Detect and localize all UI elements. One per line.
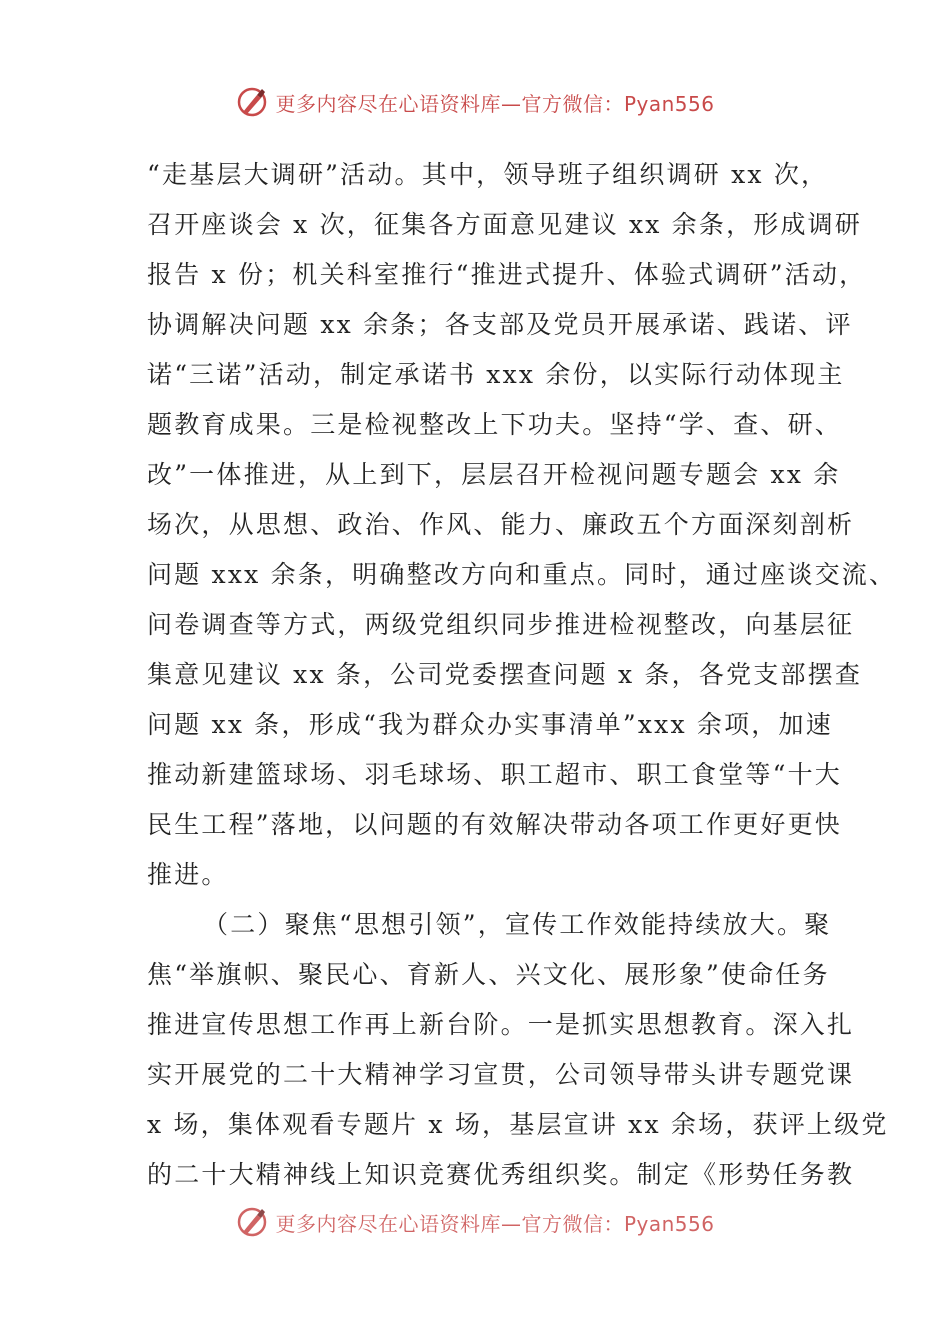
text-line: （二）聚焦“思想引领”，宣传工作效能持续放大。聚 bbox=[203, 910, 832, 939]
watermark-header bbox=[0, 84, 950, 120]
text-line: 问卷调查等方式，两级党组织同步推进检视整改，向基层征 bbox=[147, 610, 855, 639]
text-line: 的二十大精神线上知识竞赛优秀组织奖。制定《形势任务教 bbox=[147, 1160, 855, 1189]
text-line: x 场，集体观看专题片 x 场，基层宣讲 xx 余场，获评上级党 bbox=[147, 1110, 889, 1139]
text-line: 召开座谈会 x 次，征集各方面意见建议 xx 余条，形成调研 bbox=[147, 210, 863, 239]
text-line: “走基层大调研”活动。其中，领导班子组织调研 xx 次， bbox=[147, 160, 829, 189]
text-line: 诺“三诺”活动，制定承诺书 xxx 余份，以实际行动体现主 bbox=[147, 360, 845, 389]
pen-logo-icon bbox=[235, 85, 269, 119]
watermark-text: 更多内容尽在心语资料库—官方微信：Pyan556 bbox=[275, 1211, 715, 1236]
text-line: 推进。 bbox=[147, 860, 229, 889]
text-line: 推动新建篮球场、羽毛球场、职工超市、职工食堂等“十大 bbox=[147, 760, 842, 789]
watermark-text: 更多内容尽在心语资料库—官方微信：Pyan556 bbox=[275, 91, 715, 116]
document-body bbox=[147, 150, 897, 1200]
text-line: 实开展党的二十大精神学习宣贯，公司领导带头讲专题党课 bbox=[147, 1060, 855, 1089]
paragraph bbox=[147, 900, 889, 1200]
text-line: 协调解决问题 xx 余条；各支部及党员开展承诺、践诺、评 bbox=[147, 310, 853, 339]
watermark-footer bbox=[0, 1204, 950, 1240]
text-line: 焦“举旗帜、聚民心、育新人、兴文化、展形象”使命任务 bbox=[147, 960, 830, 989]
text-line: 改”一体推进，从上到下，层层召开检视问题专题会 xx 余 bbox=[147, 460, 841, 489]
text-line: 推进宣传思想工作再上新台阶。一是抓实思想教育。深入扎 bbox=[147, 1010, 855, 1039]
text-line: 民生工程”落地，以问题的有效解决带动各项工作更好更快 bbox=[147, 810, 842, 839]
text-line: 场次，从思想、政治、作风、能力、廉政五个方面深刻剖析 bbox=[147, 510, 855, 539]
pen-logo-icon bbox=[235, 1205, 269, 1239]
text-line: 报告 x 份；机关科室推行“推进式提升、体验式调研”活动， bbox=[147, 260, 867, 289]
text-line: 问题 xxx 余条，明确整改方向和重点。同时，通过座谈交流、 bbox=[147, 560, 897, 589]
text-line: 问题 xx 条，形成“我为群众办实事清单”xxx 余项，加速 bbox=[147, 710, 833, 739]
text-line: 集意见建议 xx 条，公司党委摆查问题 x 条，各党支部摆查 bbox=[147, 660, 863, 689]
paragraph bbox=[147, 150, 897, 900]
text-line: 题教育成果。三是检视整改上下功夫。坚持“学、查、研、 bbox=[147, 410, 842, 439]
